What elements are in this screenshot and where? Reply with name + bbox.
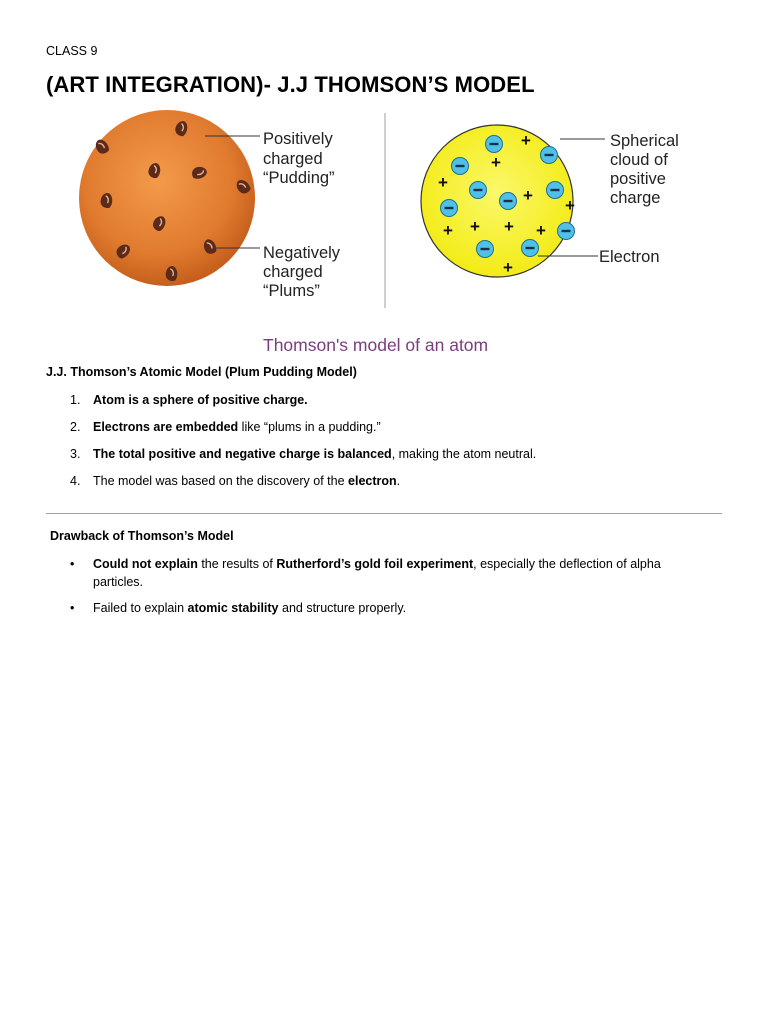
label-negative-line3: “Plums”: [263, 282, 320, 300]
drawback-section-heading: Drawback of Thomson’s Model: [50, 529, 234, 543]
model-points-list: [70, 392, 536, 500]
list-item: • Could not explain the results of Rutherford’s gold foil experiment, especially the deflection of alpha particles.: [70, 557, 661, 589]
label-sphere-line1: Spherical: [610, 132, 679, 150]
label-positive-line1: Positively: [263, 130, 333, 148]
list-item: 2. Electrons are embedded like “plums in a pudding.”: [70, 420, 381, 434]
list-item: 1. Atom is a sphere of positive charge.: [70, 393, 308, 407]
bullet-icon: •: [70, 601, 75, 615]
drawback-list: [70, 556, 690, 627]
label-electron: Electron: [599, 248, 660, 266]
svg-text:+: +: [470, 217, 480, 236]
bullet-icon: •: [70, 557, 75, 571]
svg-text:+: +: [438, 173, 448, 192]
page-title: (ART INTEGRATION)- J.J THOMSON’S MODEL: [46, 72, 535, 97]
svg-text:+: +: [503, 258, 513, 277]
list-item: 4. The model was based on the discovery of the electron.: [70, 474, 401, 488]
label-sphere-line3: positive: [610, 170, 666, 188]
svg-text:+: +: [491, 153, 501, 172]
svg-text:+: +: [523, 186, 533, 205]
thomson-model-illustration: [60, 108, 720, 358]
list-item: • Failed to explain atomic stability and structure properly.: [70, 600, 690, 618]
svg-text:+: +: [536, 221, 546, 240]
spherical-cloud: [421, 125, 575, 277]
section-divider: [46, 513, 722, 514]
label-negative-line1: Negatively: [263, 244, 341, 262]
label-positive-line2: charged: [263, 150, 323, 168]
thomson-model-figure: [60, 108, 720, 358]
label-positive-line3: “Pudding”: [263, 169, 335, 187]
svg-text:+: +: [443, 221, 453, 240]
svg-text:+: +: [504, 217, 514, 236]
figure-caption: Thomson's model of an atom: [263, 335, 489, 355]
label-sphere-line4: charge: [610, 189, 661, 207]
label-sphere-line2: cloud of: [610, 151, 668, 169]
class-label: CLASS 9: [46, 44, 98, 58]
model-section-heading: J.J. Thomson’s Atomic Model (Plum Pudding Model): [46, 365, 357, 379]
svg-text:+: +: [521, 131, 531, 150]
list-item: 3. The total positive and negative charge is balanced, making the atom neutral.: [70, 447, 537, 461]
label-negative-line2: charged: [263, 263, 323, 281]
svg-text:+: +: [565, 196, 575, 215]
